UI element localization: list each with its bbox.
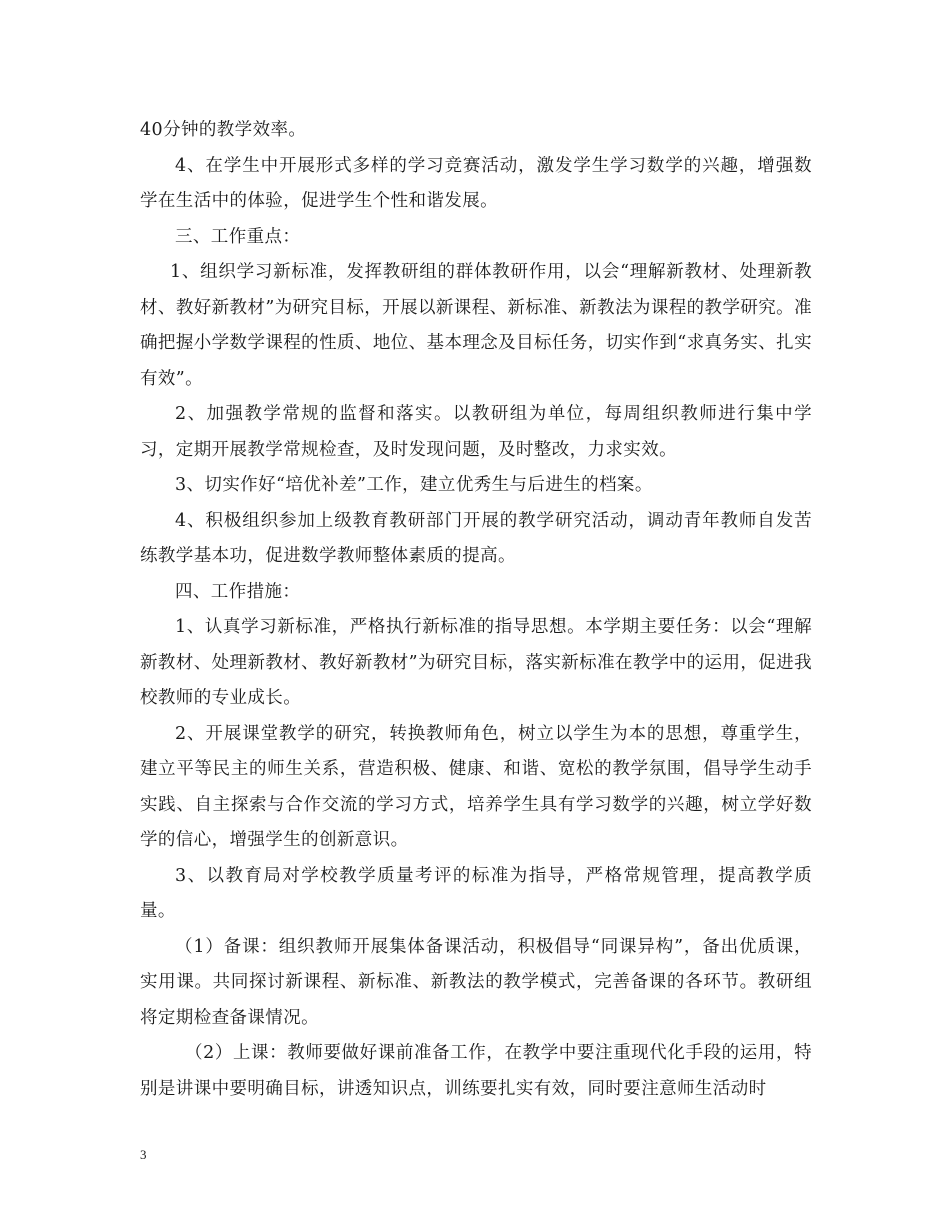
paragraph-lesson-prep: （1）备课：组织教师开展集体备课活动，积极倡导“同课异构”，备出优质课，实用课。共同探讨新课程、新标准、新教法的教学模式，完善备课的各环节。教研组将定期检查备课情况。 xyxy=(140,936,812,1028)
page-number: 3 xyxy=(140,1147,147,1162)
section-heading-work-measures: 四、工作措施： xyxy=(175,581,301,602)
paragraph-goal-4: 4、在学生中开展形式多样的学习竞赛活动，激发学生学习数学的兴趣，增强数学在生活中的体验，促进学生个性和谐发展。 xyxy=(140,155,812,211)
paragraph-measure-1: 1、认真学习新标准，严格执行新标准的指导思想。本学期主要任务：以会“理解新教材、处理新教材、教好新教材”为研究目标，落实新标准在教学中的运用，促进我校教师的专业成长。 xyxy=(140,617,812,708)
paragraph-teaching: （2）上课：教师要做好课前准备工作，在教学中要注重现代化手段的运用，特别是讲课中要明确目标，讲透知识点，训练要扎实有效，同时要注意师生活动时 xyxy=(140,1043,812,1099)
paragraph-continuation: 40分钟的教学效率。 xyxy=(140,120,307,140)
document-body xyxy=(140,113,812,1107)
paragraph-focus-2: 2、加强教学常规的监督和落实。以教研组为单位，每周组织教师进行集中学习，定期开展教学常规检查，及时发现问题，及时整改，力求实效。 xyxy=(140,404,812,460)
section-heading-work-focus: 三、工作重点： xyxy=(175,226,301,247)
paragraph-focus-3: 3、切实作好“培优补差”工作，建立优秀生与后进生的档案。 xyxy=(175,475,653,495)
paragraph-focus-1: 1、组织学习新标准，发挥教研组的群体教研作用，以会“理解新教材、处理新教材、教好新教材”为研究目标，开展以新课程、新标准、新教法为课程的教学研究。准确把握小学数学课程的性质、地位、基本理念及目标任务，切实作到“求真务实、扎实有效”。 xyxy=(140,262,812,389)
paragraph-focus-4: 4、积极组织参加上级教育教研部门开展的教学研究活动，调动青年教师自发苦练教学基本功，促进数学教师整体素质的提高。 xyxy=(140,510,812,566)
paragraph-measure-2: 2、开展课堂教学的研究，转换教师角色，树立以学生为本的思想，尊重学生，建立平等民主的师生关系，营造积极、健康、和谐、宽松的教学氛围，倡导学生动手实践、自主探索与合作交流的学习方式，培养学生具有学习数学的兴趣，树立学好数学的信心，增强学生的创新意识。 xyxy=(140,723,812,850)
paragraph-measure-3: 3、以教育局对学校教学质量考评的标准为指导，严格常规管理，提高教学质量。 xyxy=(140,865,812,921)
